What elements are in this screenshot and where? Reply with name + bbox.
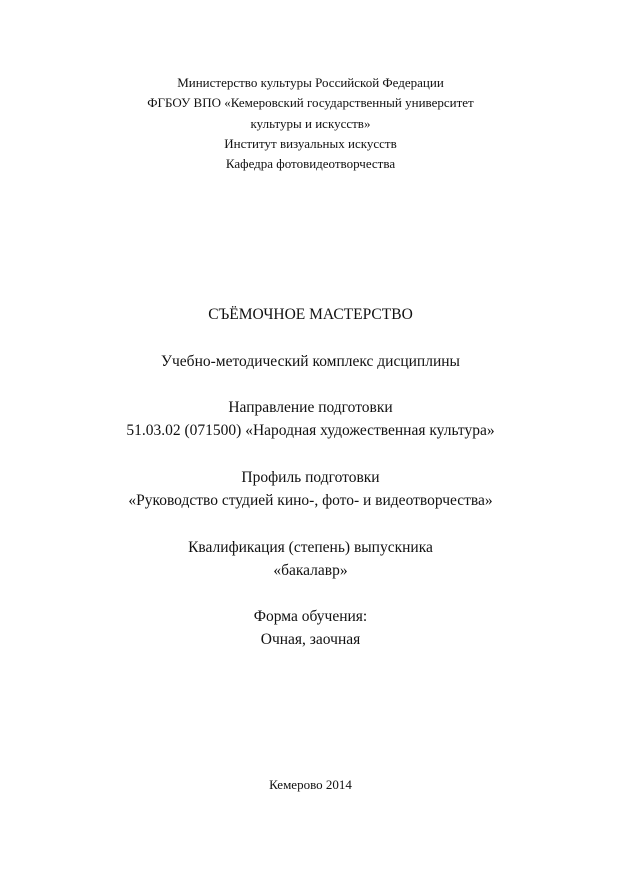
study-form-value: Очная, заочная xyxy=(260,631,361,648)
profile-label: Профиль подготовки xyxy=(241,469,380,486)
university-line-1: ФГБОУ ВПО «Кемеровский государственный университет xyxy=(147,95,474,110)
qualification-value: «бакалавр» xyxy=(273,562,348,579)
city-year: Кемерово 2014 xyxy=(269,777,352,792)
direction-label: Направление подготовки xyxy=(228,399,393,416)
university-line-2: культуры и искусств» xyxy=(250,116,371,131)
department-line: Кафедра фотовидеотворчества xyxy=(225,156,396,171)
direction-value: 51.03.02 (071500) «Народная художественная культура» xyxy=(126,422,495,439)
document-type: Учебно-методический комплекс дисциплины xyxy=(161,353,460,370)
institute-line: Институт визуальных искусств xyxy=(224,136,397,151)
profile-value: «Руководство студией кино-, фото- и видеотворчества» xyxy=(128,492,493,509)
study-form-label: Форма обучения: xyxy=(253,608,368,625)
qualification-label: Квалификация (степень) выпускника xyxy=(188,539,433,556)
ministry-line: Министерство культуры Российской Федерации xyxy=(177,75,444,90)
discipline-title: СЪЁМОЧНОЕ МАСТЕРСТВО xyxy=(208,306,413,323)
